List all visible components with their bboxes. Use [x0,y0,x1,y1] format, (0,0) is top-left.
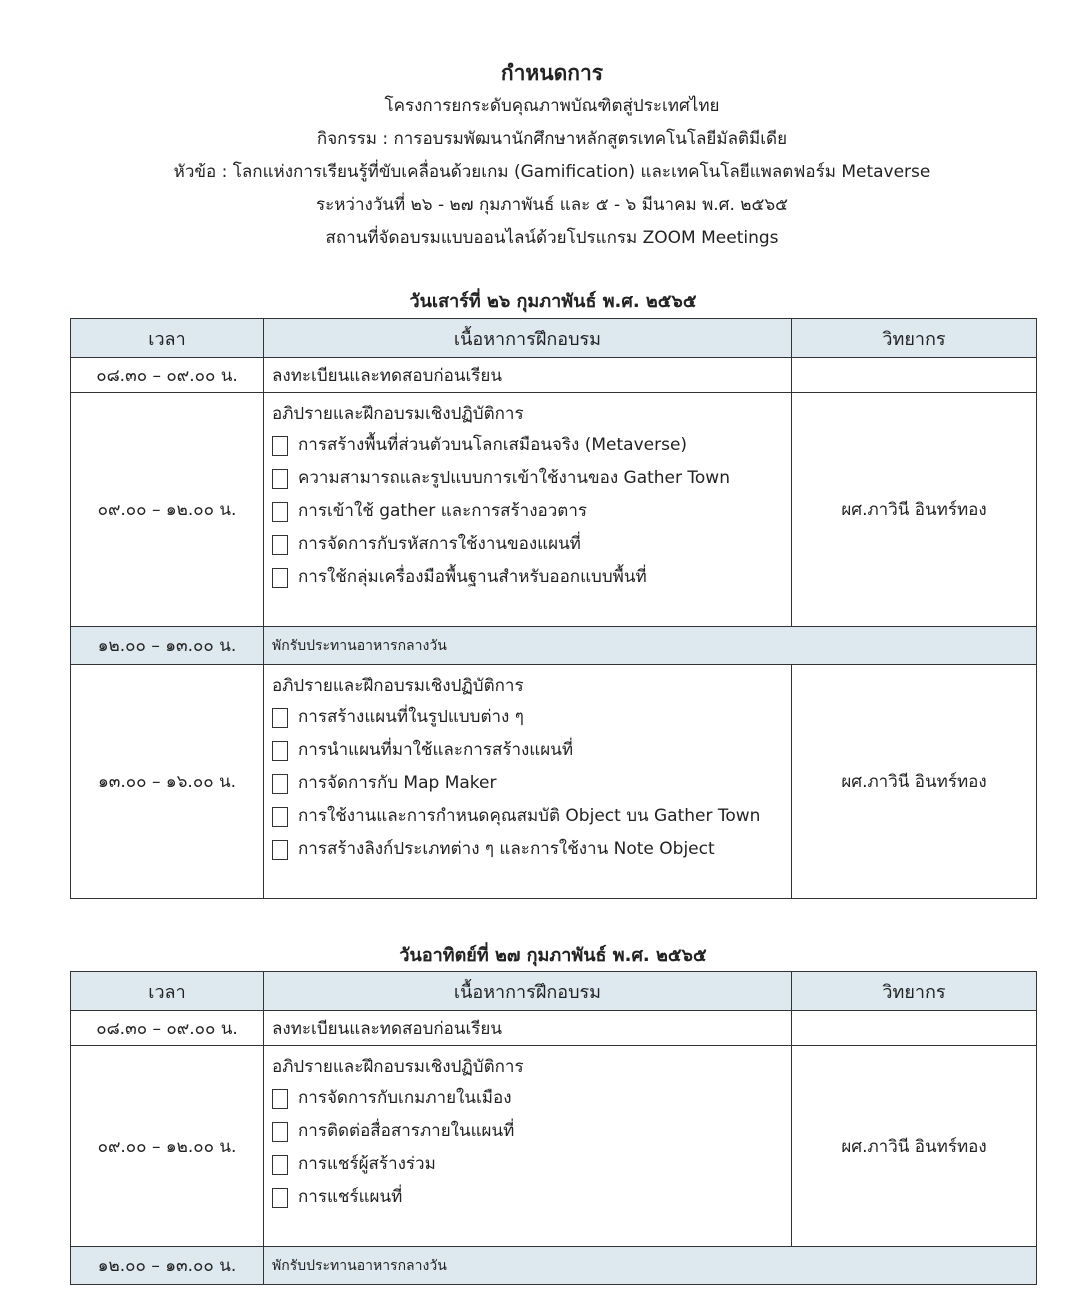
list-item [272,767,783,800]
topic-line: หัวข้อ : โลกแห่งการเรียนรู้ที่ขับเคลื่อนด้วยเกม (Gamification) และเทคโนโลยีแพลตฟอร์ม Metaverse [173,162,931,182]
time-cell: ๑๒.๐๐ – ๑๓.๐๐ น. [71,1247,264,1285]
column-header-time: เวลา [71,972,264,1011]
content-cell [264,393,792,627]
checkbox-icon [272,436,288,456]
checkbox-icon [272,1188,288,1208]
list-item-text: การจัดการกับรหัสการใช้งานของแผนที่ [298,534,581,554]
checkbox-icon [272,568,288,588]
list-item-text: การนำแผนที่มาใช้และการสร้างแผนที่ [298,740,574,760]
lecturer-cell [792,358,1037,393]
date-line: ระหว่างวันที่ ๒๖ - ๒๗ กุมภาพันธ์ และ ๕ - ๖ มีนาคม พ.ศ. ๒๕๖๕ [315,195,789,215]
document-header [0,56,1080,255]
list-item-text: การแชร์ผู้สร้างร่วม [298,1154,436,1174]
day-1-schedule-table [70,318,1037,899]
column-header-content: เนื้อหาการฝึกอบรม [264,319,792,358]
checkbox-icon [272,1155,288,1175]
document-title: กำหนดการ [500,61,604,85]
list-item-text: การสร้างพื้นที่ส่วนตัวบนโลกเสมือนจริง (Metaverse) [298,435,688,455]
list-item [272,1115,783,1148]
list-item [272,495,783,528]
list-item [272,1148,783,1181]
list-item-text: การใช้กลุ่มเครื่องมือพื้นฐานสำหรับออกแบบพื้นที่ [298,567,647,587]
list-item-text: การสร้างแผนที่ในรูปแบบต่าง ๆ [298,707,524,727]
list-item-text: การแชร์แผนที่ [298,1187,403,1207]
list-item-text: การใช้งานและการกำหนดคุณสมบัติ Object บน Gather Town [298,806,761,826]
column-header-lecturer: วิทยากร [792,972,1037,1011]
time-cell: ๐๙.๐๐ – ๑๒.๐๐ น. [71,1046,264,1247]
day-1-title: วันเสาร์ที่ ๒๖ กุมภาพันธ์ พ.ศ. ๒๕๖๕ [409,291,697,312]
list-item [272,800,783,833]
lunch-break-cell: พักรับประทานอาหารกลางวัน [264,627,1037,665]
list-item-text: การเข้าใช้ gather และการสร้างอวตาร [298,501,587,521]
content-cell [264,1046,792,1247]
list-item-text: การติดต่อสื่อสารภายในแผนที่ [298,1121,515,1141]
table-row [71,358,1037,393]
checkbox-icon [272,1089,288,1109]
table-row [71,665,1037,899]
content-cell [264,665,792,899]
lecturer-cell: ผศ.ภาวินี อินทร์ทอง [792,1046,1037,1247]
time-cell: ๐๙.๐๐ – ๑๒.๐๐ น. [71,393,264,627]
venue-line: สถานที่จัดอบรมแบบออนไลน์ด้วยโปรแกรม ZOOM Meetings [325,228,779,248]
table-header-row [71,972,1037,1011]
day-2-title: วันอาทิตย์ที่ ๒๗ กุมภาพันธ์ พ.ศ. ๒๕๖๕ [399,945,707,966]
list-item [272,734,783,767]
list-item [272,701,783,734]
lecturer-cell [792,1011,1037,1046]
time-cell: ๑๒.๐๐ – ๑๓.๐๐ น. [71,627,264,665]
table-row [71,393,1037,627]
checkbox-icon [272,469,288,489]
time-cell: ๑๓.๐๐ – ๑๖.๐๐ น. [71,665,264,899]
checkbox-icon [272,840,288,860]
checkbox-icon [272,807,288,827]
list-item [272,561,783,594]
checkbox-icon [272,708,288,728]
list-item-text: ความสามารถและรูปแบบการเข้าใช้งานของ Gather Town [298,468,730,488]
checkbox-icon [272,1122,288,1142]
project-line: โครงการยกระดับคุณภาพบัณฑิตสู่ประเทศไทย [384,96,720,116]
column-header-lecturer: วิทยากร [792,319,1037,358]
checkbox-icon [272,774,288,794]
list-item [272,528,783,561]
list-item [272,833,783,866]
content-cell: ลงทะเบียนและทดสอบก่อนเรียน [264,358,792,393]
table-row [71,1247,1037,1285]
list-item-text: การสร้างลิงก์ประเภทต่าง ๆ และการใช้งาน Note Object [298,839,715,859]
table-row [71,1011,1037,1046]
time-cell: ๐๘.๓๐ – ๐๙.๐๐ น. [71,1011,264,1046]
list-item [272,429,783,462]
time-cell: ๐๘.๓๐ – ๐๙.๐๐ น. [71,358,264,393]
checkbox-icon [272,535,288,555]
lecturer-cell: ผศ.ภาวินี อินทร์ทอง [792,393,1037,627]
table-row [71,627,1037,665]
list-item [272,1181,783,1214]
lunch-break-cell: พักรับประทานอาหารกลางวัน [264,1247,1037,1285]
lecturer-cell: ผศ.ภาวินี อินทร์ทอง [792,665,1037,899]
list-item [272,1082,783,1115]
checkbox-icon [272,741,288,761]
column-header-content: เนื้อหาการฝึกอบรม [264,972,792,1011]
content-heading: อภิปรายและฝึกอบรมเชิงปฏิบัติการ [272,676,524,696]
list-item-text: การจัดการกับเกมภายในเมือง [298,1088,512,1108]
list-item [272,462,783,495]
content-cell: ลงทะเบียนและทดสอบก่อนเรียน [264,1011,792,1046]
content-heading: อภิปรายและฝึกอบรมเชิงปฏิบัติการ [272,1057,524,1077]
table-row [71,1046,1037,1247]
list-item-text: การจัดการกับ Map Maker [298,773,497,793]
activity-line: กิจกรรม : การอบรมพัฒนานักศึกษาหลักสูตรเทคโนโลยีมัลติมีเดีย [316,129,788,149]
day-2-schedule-table [70,971,1037,1285]
column-header-time: เวลา [71,319,264,358]
table-header-row [71,319,1037,358]
checkbox-icon [272,502,288,522]
content-heading: อภิปรายและฝึกอบรมเชิงปฏิบัติการ [272,404,524,424]
